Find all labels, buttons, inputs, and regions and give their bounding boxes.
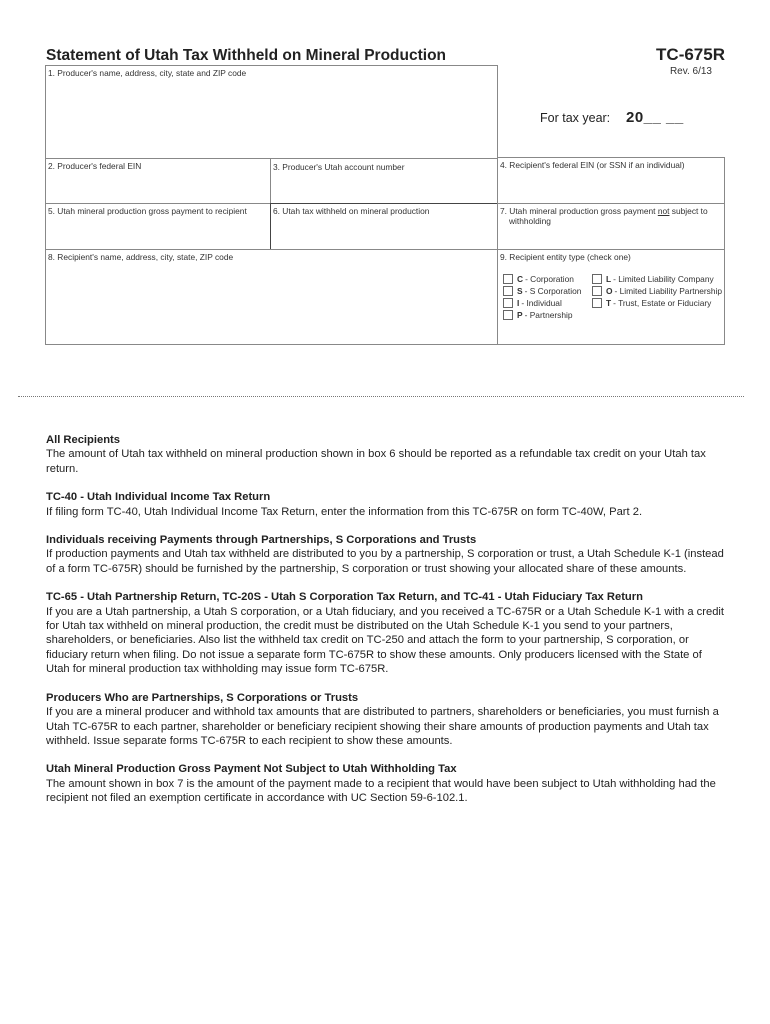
instruction-tc40 xyxy=(46,490,726,519)
box-7-label-line2: withholding xyxy=(509,216,551,226)
box-1-label: 1. Producer's name, address, city, state and ZIP code xyxy=(48,68,247,78)
instruction-body: If filing form TC-40, Utah Individual Income Tax Return, enter the information from this TC-675R on form TC-40W, Part 2. xyxy=(46,505,643,518)
box-3-producer-utah-account[interactable] xyxy=(270,158,498,204)
instruction-body: If you are a Utah partnership, a Utah S corporation, or a Utah fiduciary, and you received a TC-675R or a Utah Schedule K-1 with a credit for Utah tax withheld on mineral production, the credit must be distributed on the Utah Schedule K-1 you send to your partners, shareholders, or beneficiaries. Also list the withheld tax credit on TC-250 and attach the form to your partnership, S corporation, or fiduciary return when filing. Do not issue a separate form TC-675R to show these amounts. Only producers licensed with the State of Utah for mineral production tax withholding may issue form TC-675R. xyxy=(46,605,725,676)
checkbox-t[interactable] xyxy=(592,298,602,308)
entity-label-s: - S Corporation xyxy=(524,285,582,296)
instruction-heading: TC-40 - Utah Individual Income Tax Return xyxy=(46,491,271,504)
checkbox-s[interactable] xyxy=(503,286,513,296)
box-8-recipient-name-address[interactable] xyxy=(45,249,498,345)
box-2-label: 2. Producer's federal EIN xyxy=(48,161,142,171)
box-7-label-part1: 7. Utah mineral production gross payment xyxy=(500,206,658,216)
entity-option-s[interactable] xyxy=(503,285,581,296)
box-1-producer-name-address[interactable] xyxy=(45,65,498,159)
instruction-heading: Individuals receiving Payments through Partnerships, S Corporations and Trusts xyxy=(46,534,477,547)
entity-option-o[interactable] xyxy=(592,285,722,296)
box-7-payment-not-subject[interactable] xyxy=(497,203,725,250)
entity-letter-i: I xyxy=(517,297,520,308)
box-8-label: 8. Recipient's name, address, city, state, ZIP code xyxy=(48,252,234,262)
entity-letter-s: S xyxy=(517,285,523,296)
box-6-utah-tax-withheld[interactable] xyxy=(270,203,498,250)
instructions-section xyxy=(46,433,726,820)
entity-label-p: - Partnership xyxy=(524,309,573,320)
box-5-gross-payment[interactable] xyxy=(45,203,271,250)
entity-letter-l: L xyxy=(606,273,612,284)
tear-line-divider xyxy=(18,396,744,397)
entity-letter-p: P xyxy=(517,309,523,320)
instruction-body: If you are a mineral producer and withhold tax amounts that are distributed to partners, shareholders or beneficiaries, you must furnish a Utah TC-675R to each partner, shareholder or beneficiary recipient showing their share amounts of production payments and Utah tax withheld. Issue separate forms TC-675R to each recipient to show these amounts. xyxy=(46,706,719,747)
checkbox-i[interactable] xyxy=(503,298,513,308)
entity-label-o: - Limited Liability Partnership xyxy=(614,285,723,296)
box-4-label: 4. Recipient's federal EIN (or SSN if an individual) xyxy=(500,160,685,170)
checkbox-p[interactable] xyxy=(503,310,513,320)
entity-option-c[interactable] xyxy=(503,273,574,284)
instruction-heading: Producers Who are Partnerships, S Corporations or Trusts xyxy=(46,691,359,704)
form-revision: Rev. 6/13 xyxy=(669,66,712,77)
instruction-heading: Utah Mineral Production Gross Payment Not Subject to Utah Withholding Tax xyxy=(46,763,457,776)
instruction-not-subject-withholding xyxy=(46,762,726,805)
instruction-body: The amount of Utah tax withheld on mineral production shown in box 6 should be reported as a refundable tax credit on your Utah tax return. xyxy=(46,448,706,475)
tax-year-field[interactable]: 20__ __ xyxy=(626,109,684,126)
box-2-producer-federal-ein[interactable] xyxy=(45,158,271,204)
entity-label-t: - Trust, Estate or Fiduciary xyxy=(613,297,712,308)
instruction-all-recipients xyxy=(46,433,726,476)
instruction-body: The amount shown in box 7 is the amount of the payment made to a recipient that would have been subject to Utah withholding had the recipient not filed an exemption certificate in accordance with UC Section 59-6-102.1. xyxy=(46,777,716,805)
instruction-producers-passthrough xyxy=(46,691,726,749)
entity-option-i[interactable] xyxy=(503,297,562,308)
instruction-heading: TC-65 - Utah Partnership Return, TC-20S - Utah S Corporation Tax Return, and TC-41 - Utah Fiduciary Tax Return xyxy=(46,591,643,604)
instruction-individuals-passthrough xyxy=(46,533,726,576)
entity-option-l[interactable] xyxy=(592,273,714,284)
box-5-label: 5. Utah mineral production gross payment to recipient xyxy=(48,206,247,216)
instruction-tc65-tc20s-tc41 xyxy=(46,590,726,676)
instruction-heading: All Recipients xyxy=(46,434,120,446)
box-4-recipient-federal-ein[interactable] xyxy=(497,157,725,204)
box-6-label: 6. Utah tax withheld on mineral production xyxy=(273,206,430,216)
form-number: TC-675R xyxy=(656,45,725,64)
tax-year-label: For tax year: xyxy=(540,111,611,125)
checkbox-o[interactable] xyxy=(592,286,602,296)
entity-label-c: - Corporation xyxy=(525,273,574,284)
entity-label-i: - Individual xyxy=(521,297,562,308)
entity-option-p[interactable] xyxy=(503,309,573,320)
entity-letter-c: C xyxy=(517,273,524,284)
box-7-label-part2: subject to xyxy=(669,206,708,216)
entity-option-t[interactable] xyxy=(592,297,711,308)
box-7-label-not: not xyxy=(657,206,670,216)
checkbox-c[interactable] xyxy=(503,274,513,284)
box-7-label xyxy=(500,206,708,217)
box-3-label: 3. Producer's Utah account number xyxy=(273,162,405,172)
box-9-entity-type xyxy=(497,249,725,345)
instruction-body: If production payments and Utah tax withheld are distributed to you by a partnership, S corporation or trust, a Utah Schedule K-1 (instead of a form TC-675R) should be furnished by the partnership, S corporation or trust showing your allocated share of these amounts. xyxy=(46,548,724,575)
checkbox-l[interactable] xyxy=(592,274,602,284)
box-9-label: 9. Recipient entity type (check one) xyxy=(500,252,631,262)
entity-letter-t: T xyxy=(606,297,612,308)
entity-letter-o: O xyxy=(606,285,613,296)
entity-label-l: - Limited Liability Company xyxy=(613,273,714,284)
form-title: Statement of Utah Tax Withheld on Mineral Production xyxy=(46,47,447,64)
